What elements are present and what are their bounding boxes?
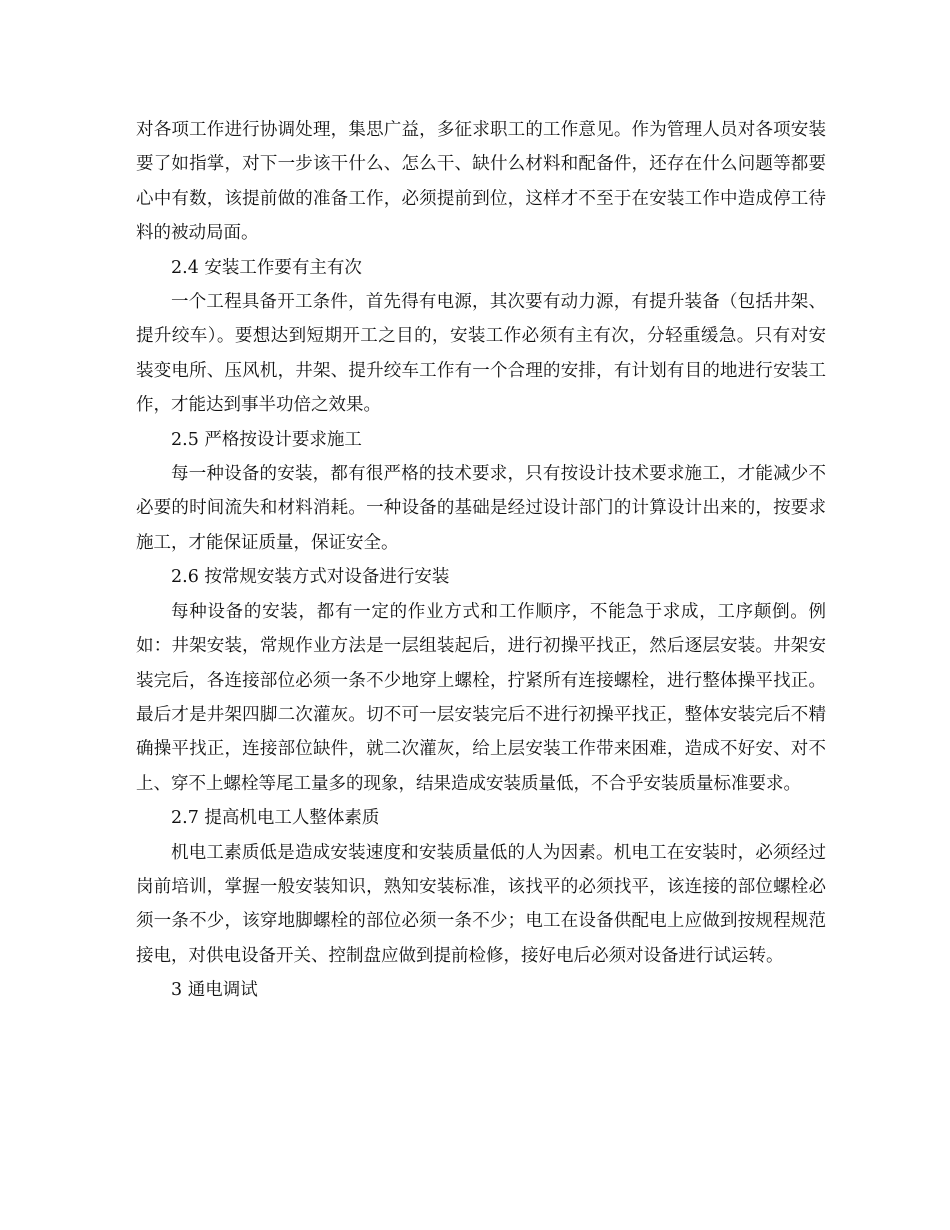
section-heading-2-5: 2.5 严格按设计要求施工	[171, 429, 362, 450]
paragraph: 一个工程具备开工条件，首先得有电源，其次要有动力源，有提升装备（包括井架、提升绞车）。要想达到短期开工之目的，安装工作必须有主有次，分轻重缓急。只有对安装变电所、压风机，井架、提升绞车工作有一个合理的安排，有计划有目的地进行安装工作，才能达到事半功倍之效果。	[136, 292, 826, 416]
section-heading-2-6: 2.6 按常规安装方式对设备进行安装	[171, 567, 450, 588]
section-heading-2-4: 2.4 安装工作要有主有次	[171, 257, 362, 278]
paragraph: 每种设备的安装，都有一定的作业方式和工作顺序，不能急于求成，工序颠倒。例如：井架安装，常规作业方法是一层组装起后，进行初操平找正，然后逐层安装。井架安装完后，各连接部位必须一条不少地穿上螺栓，拧紧所有连接螺栓，进行整体操平找正。最后才是井架四脚二次灌灰。切不可一层安装完后不进行初操平找正，整体安装完后不精确操平找正，连接部位缺件，就二次灌灰，给上层安装工作带来困难，造成不好安、对不上、穿不上螺栓等尾工量多的现象，结果造成安装质量低，不合乎安装质量标准要求。	[136, 601, 826, 794]
paragraph-continuation: 对各项工作进行协调处理，集思广益，多征求职工的工作意见。作为管理人员对各项安装要了如指掌，对下一步该干什么、怎么干、缺什么材料和配备件，还存在什么问题等都要心中有数，该提前做的准备工作，必须提前到位，这样才不至于在安装工作中造成停工待料的被动局面。	[136, 120, 826, 244]
section-heading-2-7: 2.7 提高机电工人整体素质	[171, 808, 380, 829]
paragraph: 每一种设备的安装，都有很严格的技术要求，只有按设计技术要求施工，才能减少不必要的时间流失和材料消耗。一种设备的基础是经过设计部门的计算设计出来的，按要求施工，才能保证质量，保证安全。	[136, 464, 826, 553]
paragraph: 机电工素质低是造成安装速度和安装质量低的人为因素。机电工在安装时，必须经过岗前培训，掌握一般安装知识，熟知安装标准，该找平的必须找平，该连接的部位螺栓必须一条不少，该穿地脚螺栓的部位必须一条不少；电工在设备供配电上应做到按规程规范接电，对供电设备开关、控制盘应做到提前检修，接好电后必须对设备进行试运转。	[136, 842, 826, 966]
document-page	[136, 113, 826, 1008]
section-heading-3: 3 通电调试	[171, 980, 258, 1001]
